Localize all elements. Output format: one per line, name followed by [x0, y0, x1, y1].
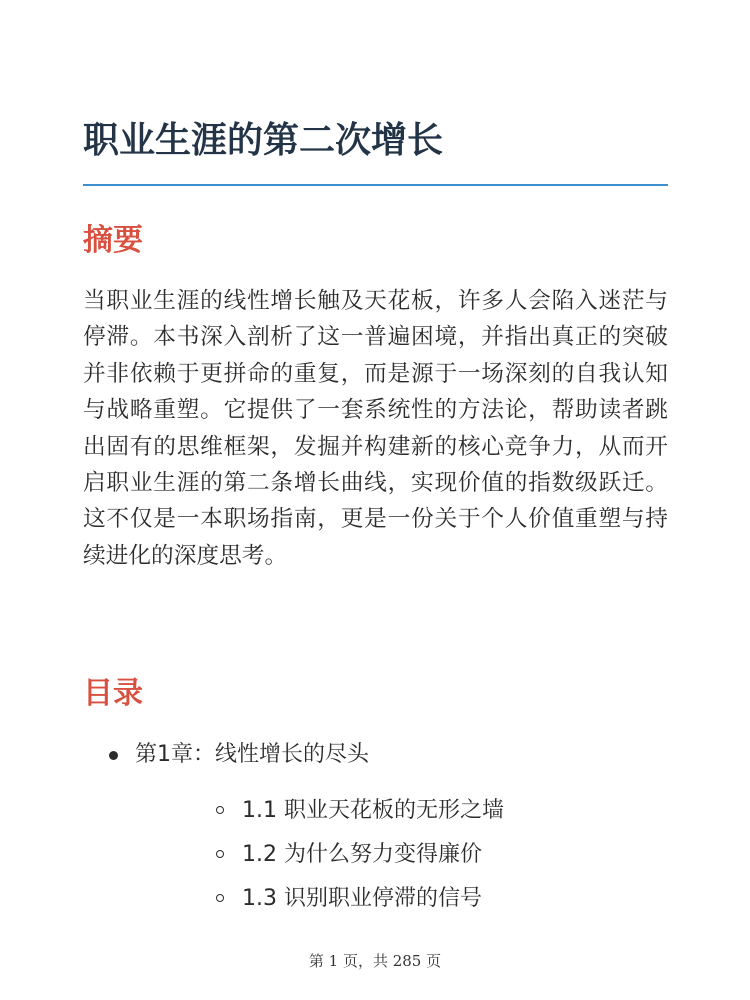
page-footer: 第 1 页，共 285 页	[308, 952, 442, 970]
toc-chapter-label: 第1章：线性增长的尽头	[135, 742, 369, 767]
toc-list	[83, 735, 668, 921]
abstract-text: 当职业生涯的线性增长触及天花板，许多人会陷入迷茫与停滞。本书深入剖析了这一普遍困境，并指出真正的突破并非依赖于更拼命的重复，而是源于一场深刻的自我认知与战略重塑。它提供了一套系统性的方法论，帮助读者跳出固有的思维框架，发掘并构建新的核心竞争力，从而开启职业生涯的第二条增长曲线，实现价值的指数级跃迁。这不仅是一本职场指南，更是一份关于个人价值重塑与持续进化的深度思考。	[83, 288, 668, 569]
toc-chapter	[83, 735, 668, 921]
toc-section-list	[135, 789, 668, 921]
toc-section	[135, 833, 668, 877]
toc-section	[135, 877, 668, 921]
bullet-circle-icon	[216, 806, 224, 814]
document-title: 职业生涯的第二次增长	[83, 120, 444, 161]
toc-section-label: 1.2 为什么努力变得廉价	[242, 842, 482, 867]
bullet-circle-icon	[216, 894, 224, 902]
toc-section	[135, 789, 668, 833]
bullet-disc-icon	[109, 751, 118, 760]
toc-section-label: 1.1 职业天花板的无形之墙	[242, 798, 504, 823]
toc-section-label: 1.3 识别职业停滞的信号	[242, 886, 482, 911]
abstract-heading: 摘要	[83, 223, 143, 258]
title-divider	[83, 184, 668, 186]
toc-heading: 目录	[83, 676, 143, 711]
bullet-circle-icon	[216, 850, 224, 858]
